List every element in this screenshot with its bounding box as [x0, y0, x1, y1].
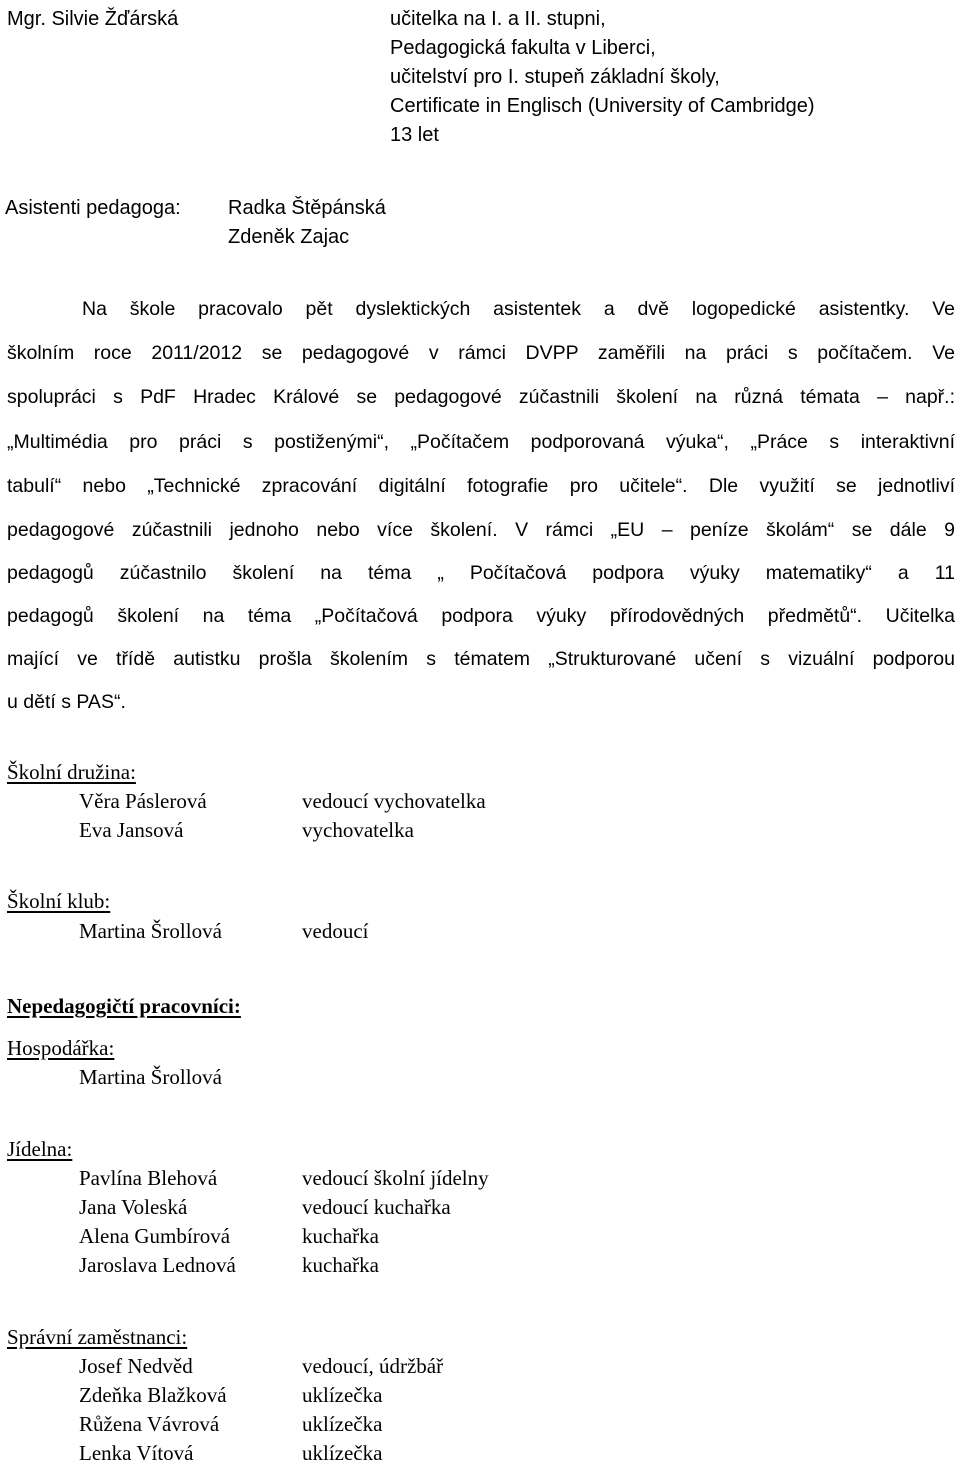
- paragraph-line: pedagogové zúčastnili jednoho nebo více školení. V rámci „EU – peníze školám“ se dále 9: [7, 519, 955, 541]
- druzina-roles: [302, 787, 486, 845]
- staff-name: Alena Gumbírová: [79, 1224, 231, 1248]
- paragraph-line: „Multimédia pro práci s postiženými“, „Počítačem podporovaná výuka“, „Práce s interaktivní: [7, 431, 955, 453]
- paragraph-line: mající ve třídě autistku prošla školením s tématem „Strukturované učení s vizuální podporou: [7, 648, 955, 670]
- staff-role: kuchařka: [302, 1253, 379, 1277]
- staff-name: Martina Šrollová: [79, 919, 222, 943]
- teacher-detail-line: učitelka na I. a II. stupni,: [390, 8, 606, 30]
- staff-role: uklízečka: [302, 1412, 383, 1436]
- assistants-list: [228, 194, 386, 252]
- druzina-names: [79, 787, 207, 845]
- training-paragraph: [7, 295, 955, 725]
- staff-role: vychovatelka: [302, 818, 414, 842]
- staff-name: Josef Nedvěd: [79, 1354, 193, 1378]
- paragraph-line: školním roce 2011/2012 se pedagogové v rámci DVPP zaměřili na práci s počítačem. Ve: [7, 342, 955, 364]
- staff-name: Zdeňka Blažková: [79, 1383, 227, 1407]
- spravni-roles: [302, 1352, 443, 1468]
- jidelna-heading: Jídelna:: [7, 1137, 73, 1161]
- paragraph-line: tabulí“ nebo „Technické zpracování digitální fotografie pro učitele“. Dle využití se jednotliví: [7, 475, 955, 497]
- staff-name: Růžena Vávrová: [79, 1412, 220, 1436]
- staff-role: kuchařka: [302, 1224, 379, 1248]
- staff-name: Pavlína Blehová: [79, 1166, 218, 1190]
- staff-role: vedoucí vychovatelka: [302, 789, 486, 813]
- teacher-detail-line: Pedagogická fakulta v Liberci,: [390, 37, 656, 59]
- klub-heading: Školní klub:: [7, 889, 111, 913]
- spravni-heading: Správní zaměstnanci:: [7, 1325, 188, 1349]
- staff-role: vedoucí: [302, 919, 369, 943]
- jidelna-roles: [302, 1164, 489, 1280]
- teacher-details: [390, 5, 815, 150]
- staff-name: Lenka Vítová: [79, 1441, 194, 1465]
- hospodarka-heading: Hospodářka:: [7, 1036, 115, 1060]
- staff-name: Martina Šrollová: [79, 1065, 222, 1089]
- teacher-detail-line: Certificate in Englisch (University of Cambridge): [390, 95, 815, 117]
- teacher-detail-line: 13 let: [390, 124, 439, 146]
- druzina-heading: Školní družina:: [7, 760, 136, 784]
- staff-role: vedoucí školní jídelny: [302, 1166, 489, 1190]
- jidelna-names: [79, 1164, 236, 1280]
- spravni-names: [79, 1352, 227, 1468]
- staff-name: Věra Páslerová: [79, 789, 207, 813]
- staff-name: Jana Voleská: [79, 1195, 188, 1219]
- staff-name: Jaroslava Lednová: [79, 1253, 236, 1277]
- paragraph-line: u dětí s PAS“.: [7, 691, 126, 713]
- paragraph-line: spolupráci s PdF Hradec Králové se pedagogové zúčastnili školení na různá témata – např.:: [7, 386, 955, 408]
- staff-name: Eva Jansová: [79, 818, 184, 842]
- teacher-name: Mgr. Silvie Žďárská: [7, 8, 179, 30]
- teacher-detail-line: učitelství pro I. stupeň základní školy,: [390, 66, 720, 88]
- staff-role: uklízečka: [302, 1441, 383, 1465]
- nonpedagogical-heading: Nepedagogičtí pracovníci:: [7, 994, 241, 1018]
- paragraph-line: Na škole pracovalo pět dyslektických asistentek a dvě logopedické asistentky. Ve: [82, 298, 955, 320]
- staff-role: vedoucí, údržbář: [302, 1354, 444, 1378]
- staff-role: vedoucí kuchařka: [302, 1195, 451, 1219]
- staff-role: uklízečka: [302, 1383, 383, 1407]
- paragraph-line: pedagogů školení na téma „Počítačová podpora výuky přírodovědných předmětů“. Učitelka: [7, 605, 955, 627]
- assistant-name: Zdeněk Zajac: [228, 226, 350, 248]
- assistants-heading: Asistenti pedagoga:: [5, 197, 181, 219]
- paragraph-line: pedagogů zúčastnilo školení na téma „ Počítačová podpora výuky matematiky“ a 11: [7, 562, 955, 584]
- assistant-name: Radka Štěpánská: [228, 197, 386, 219]
